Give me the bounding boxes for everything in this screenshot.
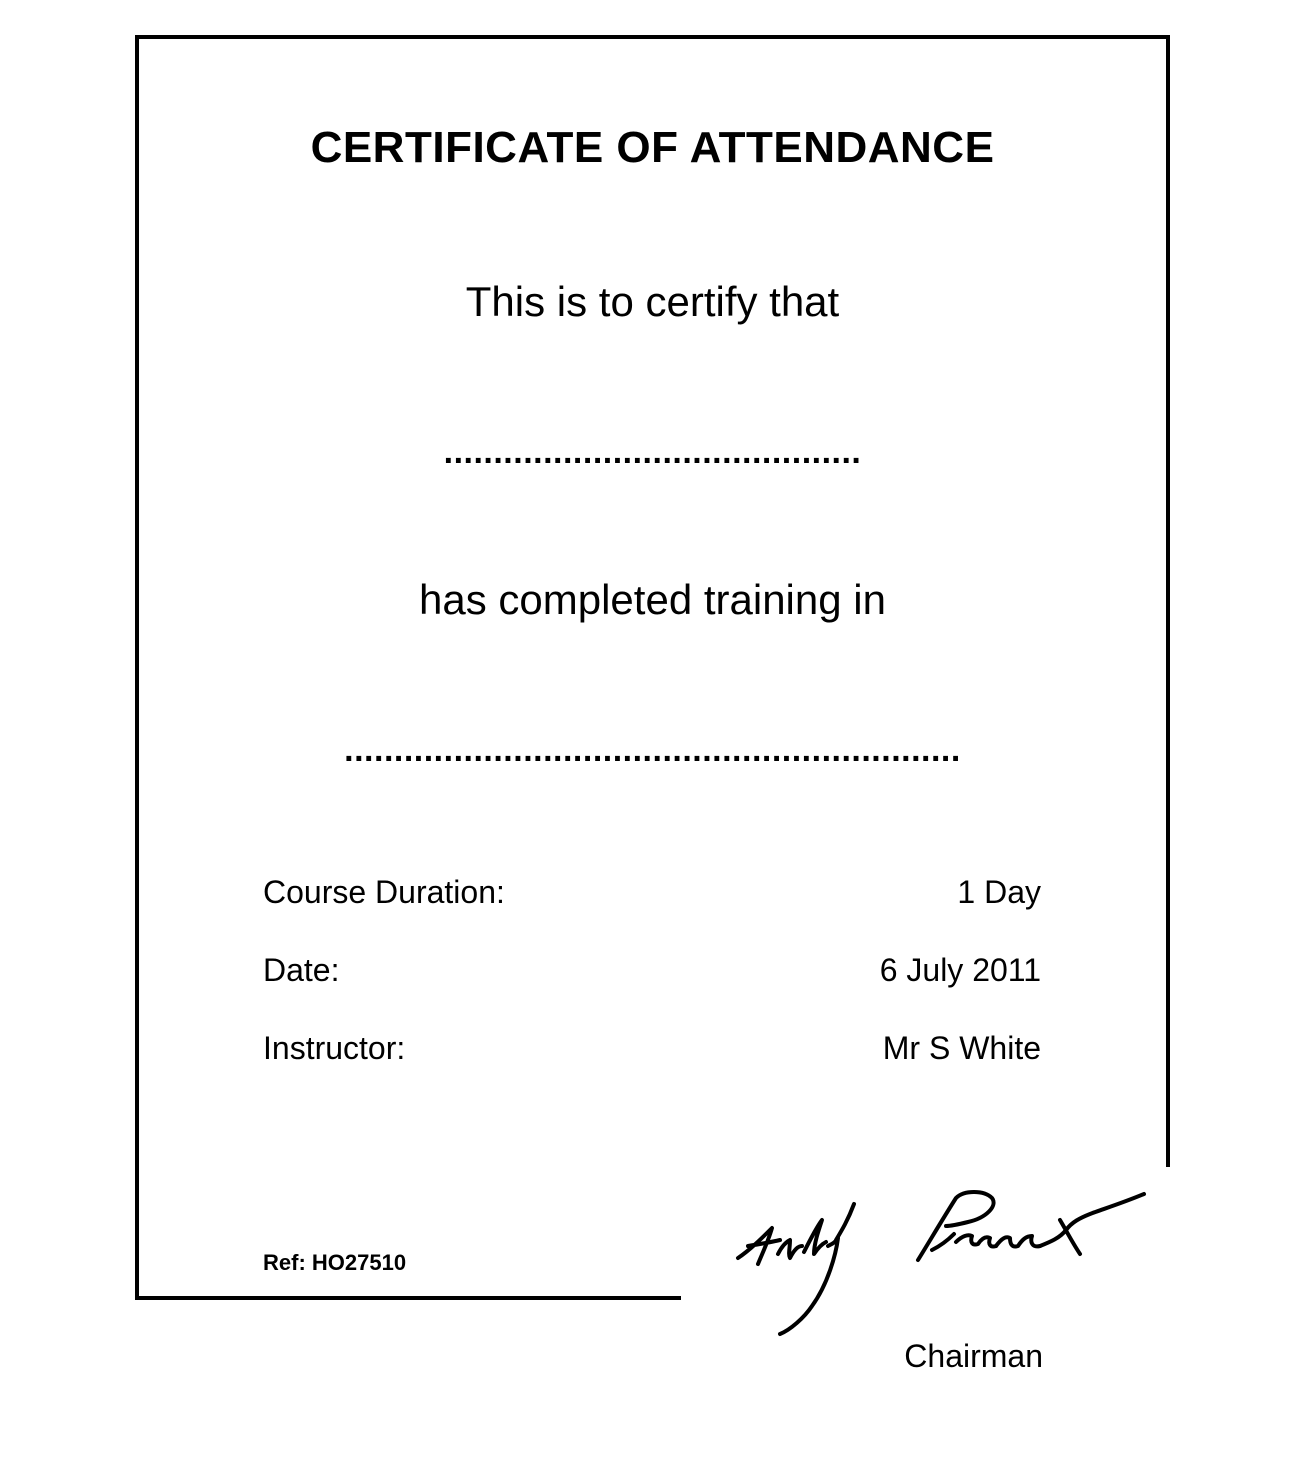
signer-title: Chairman <box>904 1338 1043 1374</box>
course-duration-value: 1 Day <box>957 874 1041 910</box>
border-left <box>135 35 139 1300</box>
reference-number: Ref: HO27510 <box>263 1250 407 1275</box>
date-value: 6 July 2011 <box>879 952 1041 988</box>
instructor-row <box>263 1026 1041 1070</box>
certify-intro-text: This is to certify that <box>465 278 840 325</box>
name-blank-line: .......................................... <box>443 433 862 471</box>
chairman-signature <box>720 1180 1160 1340</box>
date-row <box>263 948 1041 992</box>
date-label: Date: <box>263 952 340 988</box>
border-right <box>1166 35 1170 1167</box>
border-bottom <box>135 1296 681 1300</box>
instructor-label: Instructor: <box>263 1030 406 1066</box>
course-duration-row <box>263 870 1041 914</box>
course-duration-label: Course Duration: <box>263 874 505 910</box>
instructor-value: Mr S White <box>882 1030 1041 1066</box>
course-blank-line: .............................................................. <box>344 731 961 769</box>
certificate-title: CERTIFICATE OF ATTENDANCE <box>310 123 995 172</box>
completed-training-text: has completed training in <box>419 576 886 623</box>
border-top <box>135 35 1170 39</box>
